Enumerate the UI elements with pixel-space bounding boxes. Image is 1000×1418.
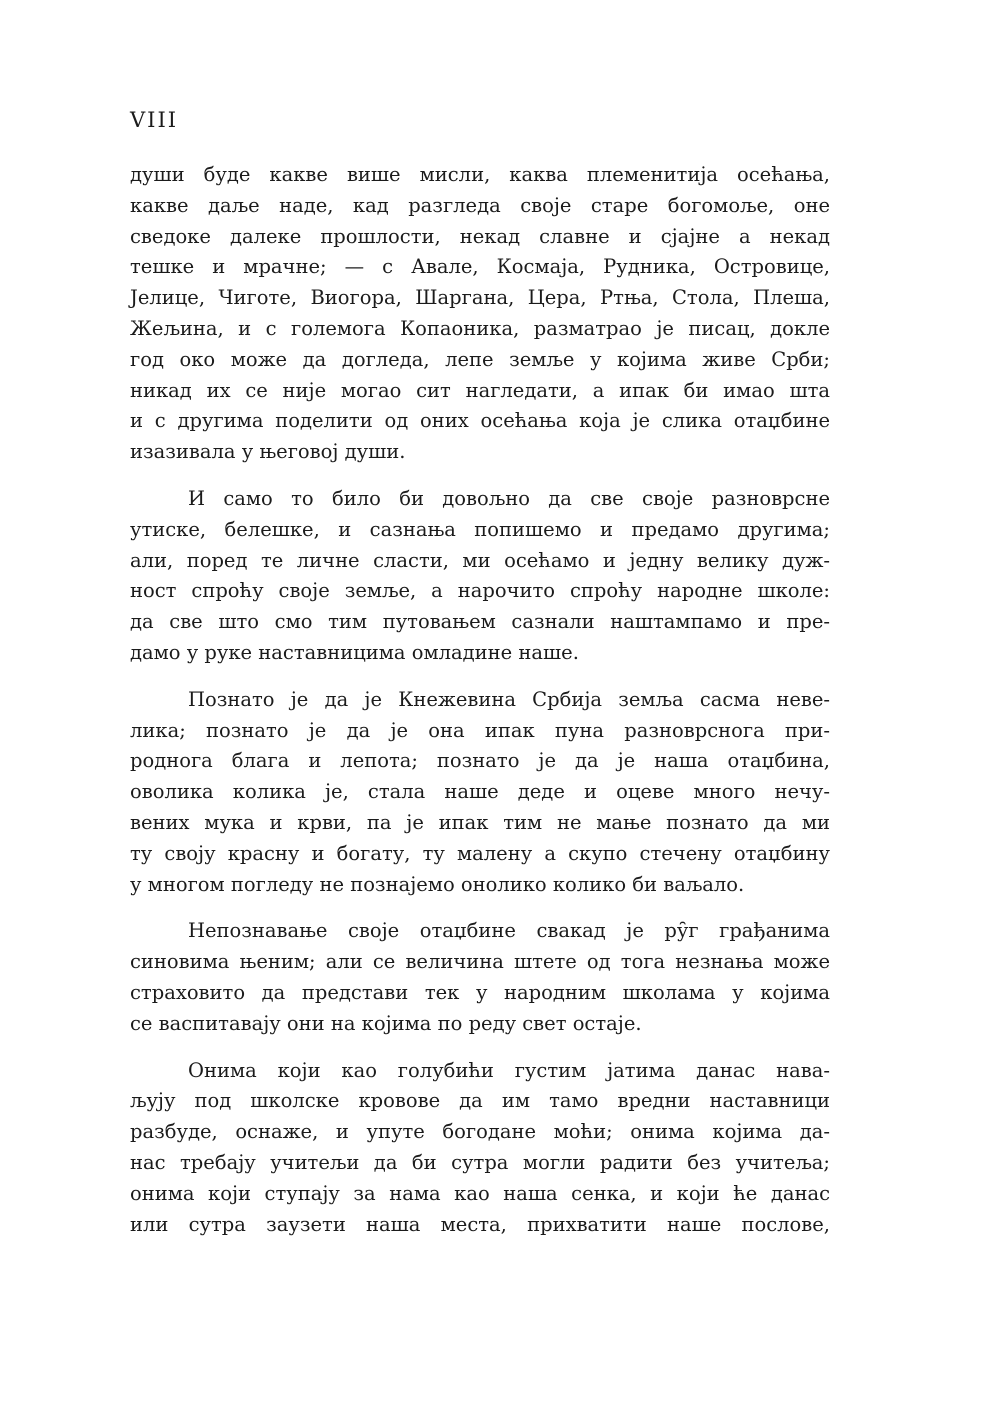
text-line: год око може да догледа, лепе земље у којима живе Срби; [130, 347, 830, 371]
text-line: какве даље наде, кад разгледа своје старе богомоље, оне [130, 193, 830, 217]
paragraph [130, 1056, 830, 1241]
text-line: разбуде, оснаже, и упуте богодане моћи; онима којима да- [130, 1120, 830, 1144]
text-line: Јелице, Чиготе, Виогора, Шаргана, Цера, Ртња, Стола, Плеша, [130, 286, 830, 310]
text-line: сведоке далеке прошлости, некад славне и сјајне а некад [130, 224, 830, 248]
text-line: у многом погледу не познајемо онолико колико би ваљало. [130, 872, 745, 896]
text-line: вених мука и крви, па је ипак тим не мање познато да ми [130, 810, 830, 834]
text-line: Жељина, и с големога Копаоника, разматрао је писац, докле [130, 316, 830, 340]
body-text [130, 160, 830, 1256]
text-line: Непознавање своје отаџбине свакад је ру̑г грађанима [188, 919, 830, 943]
text-line: онима који ступају за нама као наша сенка, и који ће данас [130, 1181, 830, 1205]
text-line: страховито да представи тек у народним школама у којима [130, 980, 830, 1004]
text-line: или сутра заузети наша места, прихватити наше послове, [130, 1212, 830, 1236]
text-line: изазивала у његовој души. [130, 440, 406, 464]
text-line: ту своју красну и богату, ту малену а скупо стечену отаџбину [130, 841, 830, 865]
text-line: се васпитавају они на којима по реду свет остаје. [130, 1011, 642, 1035]
text-line: оволика колика је, стала наше деде и оцеве много нечу- [130, 780, 830, 804]
paragraph [130, 484, 830, 669]
text-line: ност спроћу своје земље, а нарочито спроћу народне школе: [130, 579, 830, 603]
text-line: и с другима поделити од оних осећања која је слика отаџбине [130, 409, 830, 433]
paragraph [130, 685, 830, 901]
text-line: роднога блага и лепота; познато је да је наша отаџбина, [130, 749, 830, 773]
paragraph [130, 916, 830, 1039]
text-line: И само то било би довољно да све своје разноврсне [188, 486, 830, 510]
text-line: утиске, белешке, и сазнања попишемо и предамо другима; [130, 517, 830, 541]
text-line: души буде какве више мисли, каква племенитија осећања, [130, 163, 830, 186]
text-line: дамо у руке наставницима омладине наше. [130, 640, 579, 664]
text-line: али, поред те личне сласти, ми осећамо и једну велику дуж- [130, 548, 830, 572]
page-number: VIII [130, 108, 179, 132]
text-line: Онима који као голубићи густим јатима данас нава- [188, 1058, 830, 1082]
text-line: тешке и мрачне; — с Авале, Космаја, Рудника, Островице, [130, 255, 830, 279]
text-line: да све што смо тим путовањем сазнали наштампамо и пре- [130, 610, 830, 634]
text-line: синовима њеним; али се величина штете од тога незнања може [130, 950, 830, 974]
text-line: нас требају учитељи да би сутра могли радити без учитеља; [130, 1150, 830, 1174]
text-line: Познато је да је Кнежевина Србија земља сасма неве- [188, 687, 830, 711]
text-line: лика; познато је да је она ипак пуна разноврснога при- [130, 718, 830, 742]
text-line: никад их се није могао сит нагледати, а ипак би имао шта [130, 378, 830, 402]
paragraph [130, 160, 830, 468]
text-line: љују под школске кровове да им тамо вредни наставници [130, 1089, 830, 1113]
